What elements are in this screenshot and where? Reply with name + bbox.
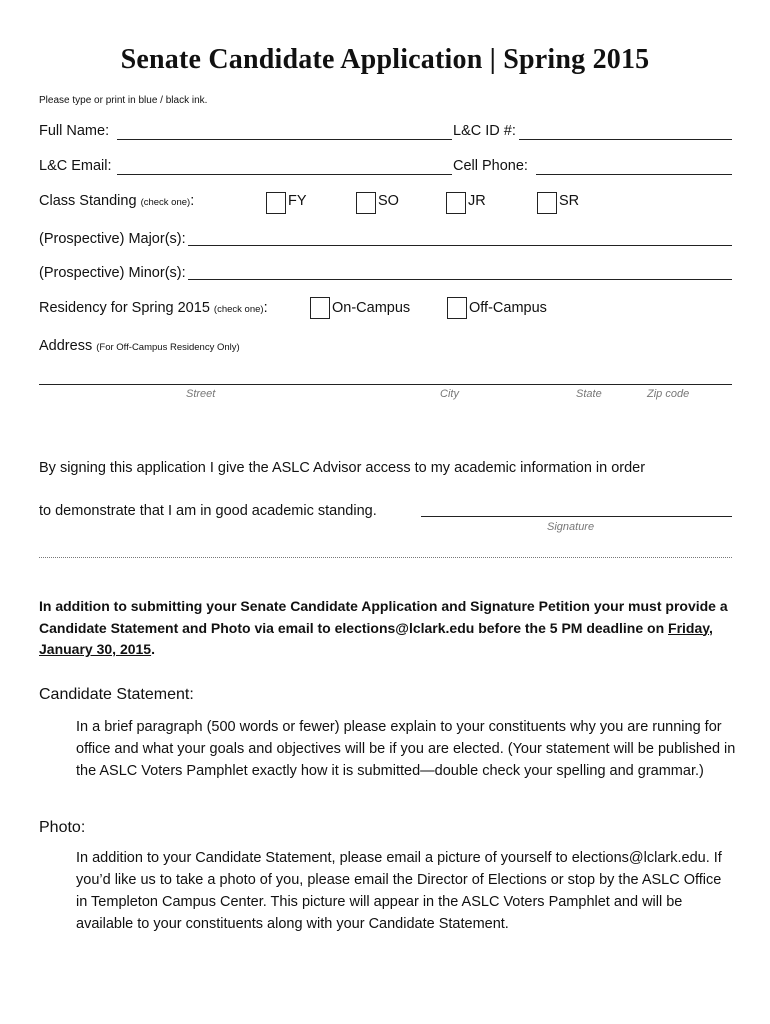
deadline-date: Friday, January 30, 2015 bbox=[39, 619, 713, 657]
lc-email-field[interactable] bbox=[120, 157, 450, 173]
off-campus-checkbox[interactable] bbox=[447, 297, 467, 319]
address-field[interactable] bbox=[42, 366, 730, 382]
lc-email-line bbox=[117, 174, 452, 175]
consent-text-line1: By signing this application I give the ASLC Advisor access to my academic information in order bbox=[39, 460, 646, 476]
street-caption: Street bbox=[186, 388, 216, 400]
submission-requirement: In addition to submitting your Senate Candidate Application and Signature Petition your must provide a Candidate Statement and Photo via email to elections@lclark.edu before the 5 PM deadline on Friday, January 30, 2015. bbox=[39, 598, 728, 657]
minor-line bbox=[188, 279, 732, 280]
section-divider bbox=[39, 557, 732, 558]
lc-email-label: L&C Email: bbox=[39, 158, 112, 174]
class-fy-label: FY bbox=[288, 193, 307, 209]
zip-code-caption: Zip code bbox=[647, 388, 690, 400]
candidate-statement-body: In a brief paragraph (500 words or fewer) please explain to your constituents why you are running for office and what your goals and objectives will be if you are elected. (Your statement will be published in the ASLC Voters Pamphlet exactly how it is submitted—double check your spelling and grammar.) bbox=[76, 719, 736, 779]
lc-id-field[interactable] bbox=[522, 122, 730, 138]
full-name-label: Full Name: bbox=[39, 123, 110, 139]
major-label: (Prospective) Major(s): bbox=[39, 231, 186, 247]
class-jr-label: JR bbox=[468, 193, 486, 209]
class-so-checkbox[interactable] bbox=[356, 192, 376, 214]
lc-id-label: L&C ID #: bbox=[453, 123, 516, 139]
signature-caption: Signature bbox=[547, 521, 595, 533]
full-name-field[interactable] bbox=[120, 122, 450, 138]
candidate-statement-heading: Candidate Statement: bbox=[39, 686, 194, 703]
city-caption: City bbox=[440, 388, 459, 400]
signature-field[interactable] bbox=[424, 499, 730, 515]
lc-id-line bbox=[519, 139, 732, 140]
class-standing-label: Class Standing (check one): bbox=[39, 193, 195, 209]
off-campus-label: Off-Campus bbox=[469, 300, 547, 316]
photo-body: In addition to your Candidate Statement, please email a picture of yourself to elections@lclark.edu. If you’d like us to take a photo of you, please email the Director of Elections or stop by the ASLC Office in Templeton Campus Center. This picture will appear in the ASLC Voters Pamphlet and will be available to your constituents along with your Candidate Statement. bbox=[76, 850, 722, 932]
minor-label: (Prospective) Minor(s): bbox=[39, 265, 186, 281]
class-so-label: SO bbox=[378, 193, 399, 209]
major-field[interactable] bbox=[191, 228, 729, 244]
cell-phone-label: Cell Phone: bbox=[453, 158, 528, 174]
address-label: Address (For Off-Campus Residency Only) bbox=[39, 338, 240, 354]
state-caption: State bbox=[576, 388, 602, 400]
class-sr-label: SR bbox=[559, 193, 580, 209]
major-line bbox=[188, 245, 732, 246]
class-sr-checkbox[interactable] bbox=[537, 192, 557, 214]
signature-line bbox=[421, 516, 732, 517]
full-name-line bbox=[117, 139, 452, 140]
page-title: Senate Candidate Application | Spring 2015 bbox=[120, 44, 650, 75]
residency-label: Residency for Spring 2015 (check one): bbox=[39, 300, 268, 316]
address-line bbox=[39, 384, 732, 385]
consent-text-line2: to demonstrate that I am in good academic standing. bbox=[39, 503, 377, 519]
cell-phone-field[interactable] bbox=[539, 157, 730, 173]
class-jr-checkbox[interactable] bbox=[446, 192, 466, 214]
ink-instructions: Please type or print in blue / black ink. bbox=[39, 95, 208, 106]
on-campus-label: On-Campus bbox=[332, 300, 411, 316]
cell-phone-line bbox=[536, 174, 732, 175]
photo-heading: Photo: bbox=[39, 819, 86, 836]
minor-field[interactable] bbox=[191, 262, 729, 278]
class-fy-checkbox[interactable] bbox=[266, 192, 286, 214]
on-campus-checkbox[interactable] bbox=[310, 297, 330, 319]
